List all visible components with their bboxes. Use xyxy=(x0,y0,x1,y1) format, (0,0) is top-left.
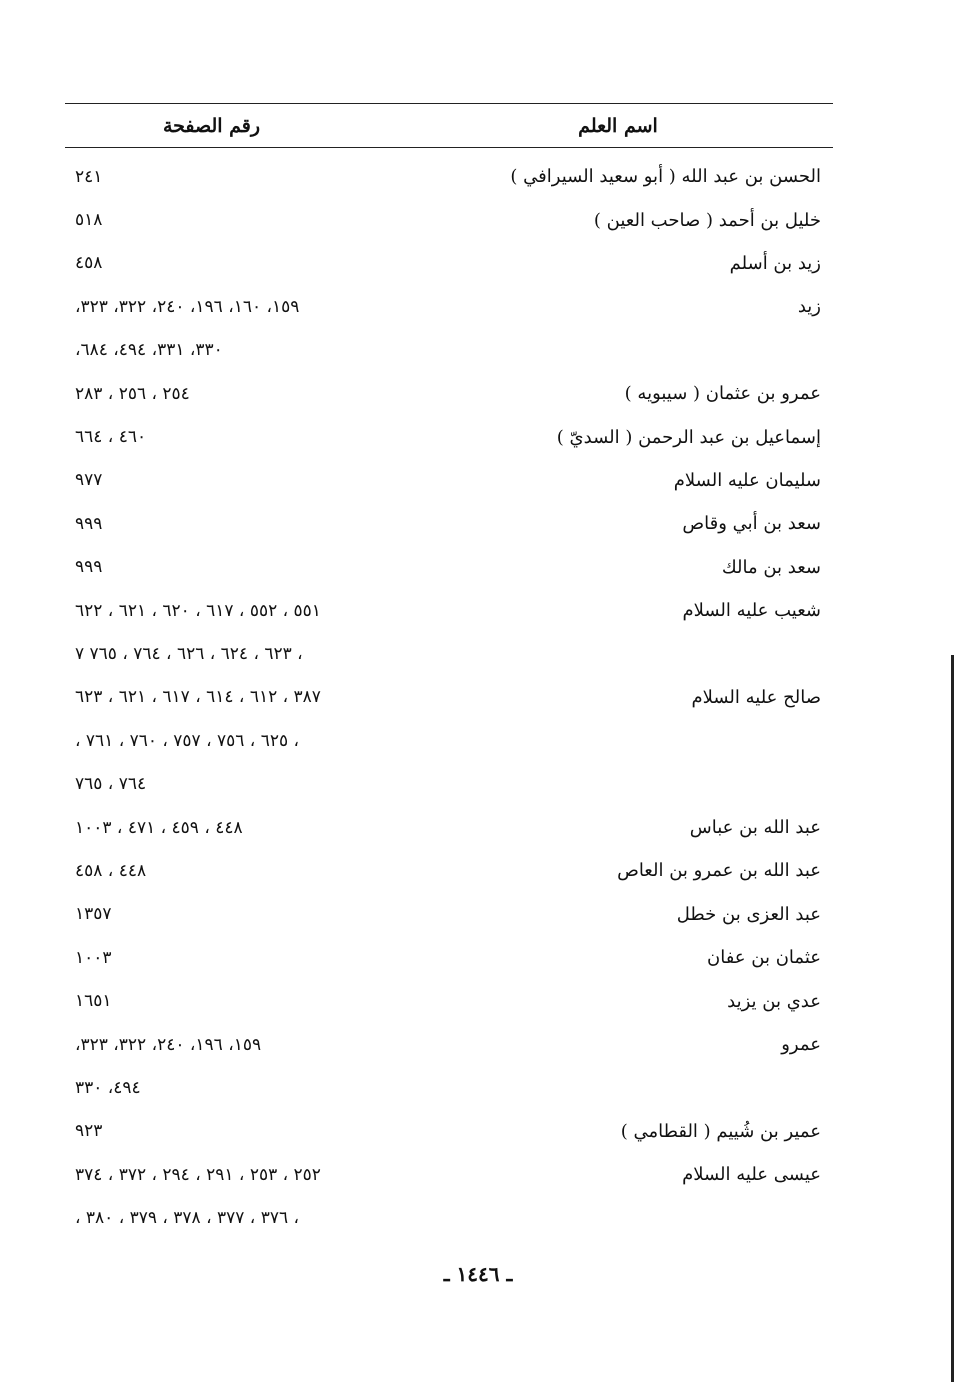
page-numbers: ٧٦٤ ، ٧٦٥ xyxy=(75,774,147,795)
page-numbers: ٩٩٩ xyxy=(75,513,103,534)
person-name: صالح عليه السلام xyxy=(691,686,821,708)
person-name: خليل بن أحمد ( صاحب العين ) xyxy=(593,209,821,231)
page-numbers: ، ٦٢٥ ، ٧٥٦ ، ٧٥٧ ، ٧٦٠ ، ٧٦١ ، xyxy=(75,730,299,751)
table-row xyxy=(65,329,833,372)
page-numbers: ١٥٩، ١٩٦، ٢٤٠، ٣٢٢، ٣٢٣، xyxy=(75,1034,262,1055)
table-row xyxy=(65,676,833,719)
table-row xyxy=(65,285,833,328)
person-name: عمير بن شُييم ( القطامي ) xyxy=(620,1120,821,1142)
page-numbers: ٤٩٤، ٣٣٠ xyxy=(75,1077,141,1098)
table-row xyxy=(65,762,833,805)
table-row xyxy=(65,155,833,198)
table-row xyxy=(65,719,833,762)
page-numbers: ٤٥٨ xyxy=(75,253,103,274)
person-name: عدي بن يزيد xyxy=(727,990,821,1012)
person-name: عيسى عليه السلام xyxy=(682,1164,821,1186)
table-row xyxy=(65,546,833,589)
person-name: الحسن بن عبد الله ( أبو سعيد السيرافي ) xyxy=(510,166,821,188)
person-name: سليمان عليه السلام xyxy=(673,469,821,491)
page-numbers: ١٣٥٧ xyxy=(75,904,112,925)
table-row xyxy=(65,415,833,458)
page-numbers: ١٥٩، ١٦٠، ١٩٦، ٢٤٠، ٣٢٢، ٣٢٣، xyxy=(75,296,300,317)
table-row xyxy=(65,1066,833,1109)
table-row xyxy=(65,893,833,936)
table-row xyxy=(65,198,833,241)
table-row xyxy=(65,1153,833,1196)
table-row xyxy=(65,242,833,285)
page-numbers: ، ٣٧٦ ، ٣٧٧ ، ٣٧٨ ، ٣٧٩ ، ٣٨٠ ، xyxy=(75,1208,299,1229)
page-numbers: ١٠٠٣ xyxy=(75,947,112,968)
table-row xyxy=(65,459,833,502)
page-numbers: ٢٥٤ ، ٢٥٦ ، ٢٨٣ xyxy=(75,383,190,404)
page-numbers: ١٦٥١ xyxy=(75,991,112,1012)
person-name: عمرو بن عثمان ( سيبويه ) xyxy=(624,383,821,405)
person-name: زيد xyxy=(797,296,821,318)
page-numbers: ٥١٨ xyxy=(75,210,103,231)
name-column-header: اسم العلم xyxy=(578,114,658,137)
table-row xyxy=(65,632,833,675)
table-row xyxy=(65,1023,833,1066)
table-row xyxy=(65,1110,833,1153)
page-numbers: ٩٢٣ xyxy=(75,1121,103,1142)
person-name: إسماعيل بن عبد الرحمن ( السديّ ) xyxy=(556,426,821,448)
person-name: عبد الله بن عباس xyxy=(689,817,821,839)
page-numbers: ٣٨٧ ، ٦١٢ ، ٦١٤ ، ٦١٧ ، ٦٢١ ، ٦٢٣ xyxy=(75,687,321,708)
page-numbers: ٩٧٧ xyxy=(75,470,103,491)
person-name: عمرو xyxy=(781,1034,821,1055)
page-number: ـ ١٤٤٦ ـ xyxy=(443,1262,513,1286)
table-row xyxy=(65,589,833,632)
page-numbers: ٤٤٨ ، ٤٥٨ xyxy=(75,860,147,881)
table-row xyxy=(65,502,833,545)
page-numbers: ٣٣٠، ٣٣١، ٤٩٤، ٦٨٤، xyxy=(75,340,223,361)
table-row xyxy=(65,979,833,1022)
page-numbers: ٤٦٠ ، ٦٦٤ xyxy=(75,427,147,448)
person-name: عبد الله بن عمرو بن العاص xyxy=(617,860,821,882)
table-row xyxy=(65,849,833,892)
table-row xyxy=(65,372,833,415)
table-row xyxy=(65,806,833,849)
page-numbers: ٢٥٢ ، ٢٥٣ ، ٢٩١ ، ٢٩٤ ، ٣٧٢ ، ٣٧٤ xyxy=(75,1164,321,1185)
person-name: سعد بن مالك xyxy=(721,556,821,578)
names-index-table xyxy=(65,103,833,1240)
person-name: سعد بن أبي وقاص xyxy=(682,513,821,535)
person-name: زيد بن أسلم xyxy=(729,252,821,274)
page-numbers: ٢٤١ xyxy=(75,166,103,187)
table-row xyxy=(65,936,833,979)
index-rows xyxy=(65,155,833,1240)
person-name: شعيب عليه السلام xyxy=(682,600,821,622)
person-name: عبد العزى بن خطل xyxy=(676,903,821,925)
page-numbers: ٥٥١ ، ٥٥٢ ، ٦١٧ ، ٦٢٠ ، ٦٢١ ، ٦٢٢ xyxy=(75,600,321,621)
person-name: عثمان بن عفان xyxy=(707,947,821,969)
page-numbers: ، ٦٢٣ ، ٦٢٤ ، ٦٢٦ ، ٧٦٤ ، ٧٦٥ ٧ xyxy=(75,643,303,664)
page-numbers: ٤٤٨ ، ٤٥٩ ، ٤٧١ ، ١٠٠٣ xyxy=(75,817,243,838)
table-row xyxy=(65,1196,833,1239)
page-column-header: رقم الصفحة xyxy=(162,114,261,137)
page-numbers: ٩٩٩ xyxy=(75,557,103,578)
table-header xyxy=(65,104,833,148)
